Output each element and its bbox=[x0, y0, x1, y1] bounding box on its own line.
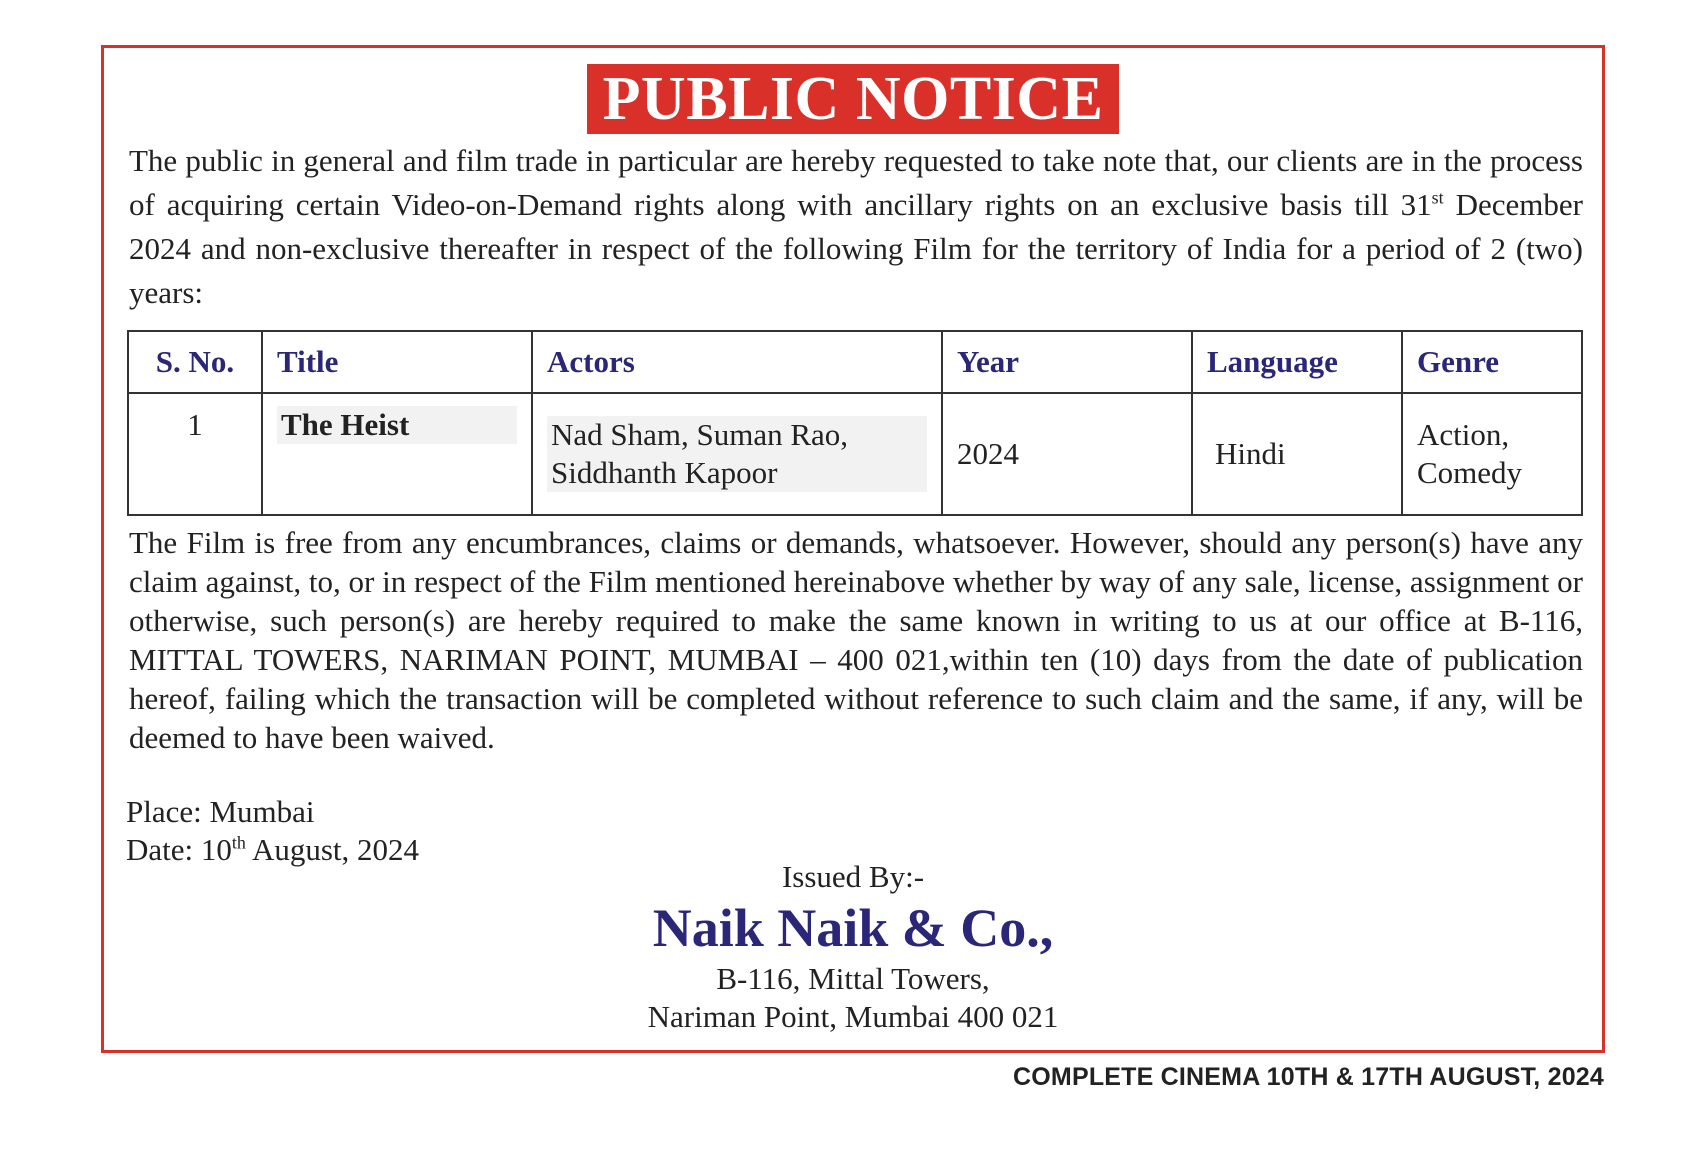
notice-heading-wrap bbox=[104, 64, 1602, 134]
film-table bbox=[127, 330, 1583, 516]
cell-year: 2024 bbox=[942, 393, 1192, 515]
notice-frame bbox=[101, 45, 1605, 1053]
notice-heading: PUBLIC NOTICE bbox=[587, 64, 1120, 134]
genre-line-1: Action, bbox=[1417, 417, 1510, 452]
place-line: Place: Mumbai bbox=[126, 794, 315, 829]
intro-paragraph bbox=[129, 139, 1583, 315]
date-prefix: Date: 10 bbox=[126, 832, 232, 867]
claims-paragraph: The Film is free from any encumbrances, claims or demands, whatsoever. However, should any person(s) have any claim against, to, or in respect of the Film mentioned hereinabove whether by way of any sale, license, assignment or otherwise, such person(s) are hereby required to make the same known in writing to us at our office at B-116, MITTAL TOWERS, NARIMAN POINT, MUMBAI – 400 021,within ten (10) days from the date of publication hereof, failing which the transaction will be completed without reference to such claim and the same, if any, will be deemed to have been waived. bbox=[129, 525, 1583, 755]
date-superscript: th bbox=[231, 832, 246, 853]
film-title: The Heist bbox=[277, 406, 517, 444]
header-title: Title bbox=[262, 331, 532, 393]
intro-superscript: st bbox=[1431, 187, 1444, 208]
actors-block bbox=[547, 416, 927, 492]
cell-language: Hindi bbox=[1192, 393, 1402, 515]
date-suffix: August, 2024 bbox=[245, 832, 420, 867]
table-header-row bbox=[128, 331, 1582, 393]
genre-line-2: Comedy bbox=[1417, 455, 1523, 490]
header-language: Language bbox=[1192, 331, 1402, 393]
header-sno: S. No. bbox=[128, 331, 262, 393]
issuer-block bbox=[104, 858, 1602, 1036]
cell-genre bbox=[1402, 393, 1582, 515]
table-row bbox=[128, 393, 1582, 515]
actors-line-1: Nad Sham, Suman Rao, bbox=[551, 417, 849, 452]
firm-name: Naik Naik & Co., bbox=[652, 898, 1054, 958]
actors-line-2: Siddhanth Kapoor bbox=[551, 455, 778, 490]
header-year: Year bbox=[942, 331, 1192, 393]
cell-actors bbox=[532, 393, 942, 515]
cell-title bbox=[262, 393, 532, 515]
header-genre: Genre bbox=[1402, 331, 1582, 393]
address-line-2: Nariman Point, Mumbai 400 021 bbox=[647, 999, 1059, 1034]
issued-by-label: Issued By:- bbox=[781, 859, 925, 894]
header-actors: Actors bbox=[532, 331, 942, 393]
cell-sno: 1 bbox=[128, 393, 262, 515]
address-line-1: B-116, Mittal Towers, bbox=[716, 961, 990, 996]
publication-credit: COMPLETE CINEMA 10TH & 17TH AUGUST, 2024 bbox=[1013, 1063, 1604, 1091]
intro-text-part1: The public in general and film trade in particular are hereby requested to take note that, our clients are in the process of acquiring certain Video-on-Demand rights along with ancillary rights on an exclusive basis till 31 bbox=[129, 143, 1583, 222]
intro-text-part2: December 2024 and non-exclusive thereafter in respect of the following Film for the territory of India for a period of 2 (two) years: bbox=[129, 187, 1583, 310]
